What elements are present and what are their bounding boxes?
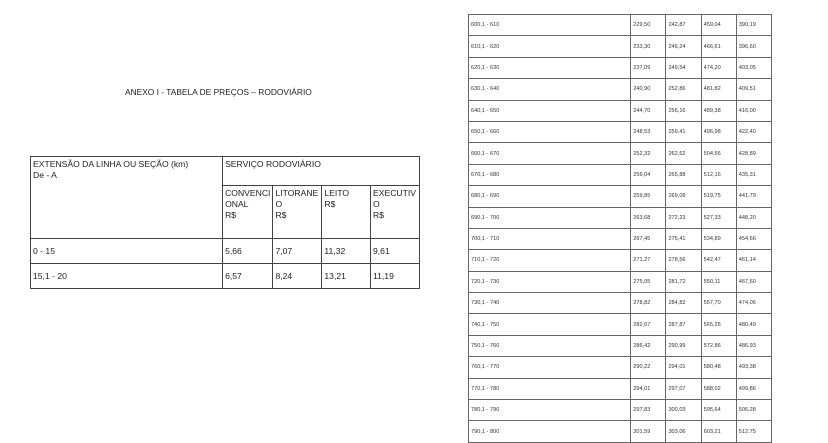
value-cell: 467,60 bbox=[736, 271, 771, 292]
value-cell: 481,82 bbox=[701, 79, 736, 100]
value-cell: 480,49 bbox=[736, 314, 771, 335]
range-cell: 790,1 - 800 bbox=[469, 421, 631, 442]
value-cell: 6,57 bbox=[223, 264, 273, 289]
value-cell: 9,61 bbox=[371, 239, 420, 264]
value-cell: 486,93 bbox=[736, 335, 771, 356]
value-cell: 557,70 bbox=[701, 293, 736, 314]
value-cell: 290,99 bbox=[666, 335, 701, 356]
table-row bbox=[469, 314, 772, 335]
value-cell: 13,21 bbox=[322, 264, 371, 289]
table-row bbox=[469, 100, 772, 121]
value-cell: 269,09 bbox=[666, 186, 701, 207]
value-cell: 580,48 bbox=[701, 357, 736, 378]
value-cell: 506,28 bbox=[736, 400, 771, 421]
value-cell: 294,01 bbox=[631, 378, 666, 399]
value-cell: 246,24 bbox=[666, 36, 701, 57]
value-cell: 550,11 bbox=[701, 271, 736, 292]
table-row bbox=[469, 421, 772, 442]
range-cell: 680,1 - 690 bbox=[469, 186, 631, 207]
value-cell: 294,01 bbox=[666, 357, 701, 378]
table-row bbox=[469, 143, 772, 164]
range-cell: 750,1 - 760 bbox=[469, 335, 631, 356]
value-cell: 259,41 bbox=[666, 121, 701, 142]
page-edge-faint-text bbox=[486, 400, 706, 406]
value-cell: 281,72 bbox=[666, 271, 701, 292]
value-cell: 233,30 bbox=[631, 36, 666, 57]
value-cell: 248,53 bbox=[631, 121, 666, 142]
value-cell: 435,31 bbox=[736, 164, 771, 185]
range-cell: 670,1 - 680 bbox=[469, 164, 631, 185]
value-cell: 242,87 bbox=[666, 15, 701, 36]
value-cell: 504,56 bbox=[701, 143, 736, 164]
value-cell: 303,06 bbox=[666, 421, 701, 442]
table-row bbox=[469, 335, 772, 356]
value-cell: 240,90 bbox=[631, 79, 666, 100]
value-cell: 290,22 bbox=[631, 357, 666, 378]
range-cell: 690,1 - 700 bbox=[469, 207, 631, 228]
value-cell: 272,23 bbox=[666, 207, 701, 228]
extension-column-header bbox=[31, 157, 223, 239]
table-row bbox=[469, 271, 772, 292]
subheader-litoraneo: LITORANE O R$ bbox=[273, 186, 322, 239]
value-cell: 396,60 bbox=[736, 36, 771, 57]
range-cell: 700,1 - 710 bbox=[469, 228, 631, 249]
value-cell: 474,20 bbox=[701, 57, 736, 78]
value-cell: 256,04 bbox=[631, 164, 666, 185]
value-cell: 461,14 bbox=[736, 250, 771, 271]
value-cell: 259,85 bbox=[631, 186, 666, 207]
value-cell: 422,40 bbox=[736, 121, 771, 142]
value-cell: 300,03 bbox=[666, 400, 701, 421]
value-cell: 267,45 bbox=[631, 228, 666, 249]
annex-title: ANEXO I - TABELA DE PREÇOS – RODOVIÁRIO bbox=[125, 87, 312, 97]
table-row bbox=[469, 57, 772, 78]
table-row bbox=[31, 239, 420, 264]
fare-table-header-section bbox=[30, 156, 420, 289]
value-cell: 565,25 bbox=[701, 314, 736, 335]
value-cell: 229,50 bbox=[631, 15, 666, 36]
range-cell: 770,1 - 780 bbox=[469, 378, 631, 399]
value-cell: 275,41 bbox=[666, 228, 701, 249]
value-cell: 7,07 bbox=[273, 239, 322, 264]
table-row bbox=[469, 378, 772, 399]
table-row bbox=[469, 186, 772, 207]
value-cell: 5,66 bbox=[223, 239, 273, 264]
value-cell: 512,75 bbox=[736, 421, 771, 442]
value-cell: 459,04 bbox=[701, 15, 736, 36]
value-cell: 252,32 bbox=[631, 143, 666, 164]
table-row bbox=[469, 228, 772, 249]
value-cell: 286,42 bbox=[631, 335, 666, 356]
value-cell: 265,88 bbox=[666, 164, 701, 185]
value-cell: 301,59 bbox=[631, 421, 666, 442]
value-cell: 441,79 bbox=[736, 186, 771, 207]
range-cell: 730,1 - 740 bbox=[469, 293, 631, 314]
range-cell: 660,1 - 670 bbox=[469, 143, 631, 164]
value-cell: 493,38 bbox=[736, 357, 771, 378]
value-cell: 249,54 bbox=[666, 57, 701, 78]
value-cell: 252,86 bbox=[666, 79, 701, 100]
value-cell: 428,89 bbox=[736, 143, 771, 164]
range-cell: 710,1 - 720 bbox=[469, 250, 631, 271]
extension-header-sub: De - A bbox=[33, 170, 57, 180]
range-cell: 760,1 - 770 bbox=[469, 357, 631, 378]
service-column-header: SERVIÇO RODOVIÁRIO bbox=[223, 157, 420, 186]
value-cell: 499,86 bbox=[736, 378, 771, 399]
table-row bbox=[469, 121, 772, 142]
table-row bbox=[469, 250, 772, 271]
value-cell: 271,27 bbox=[631, 250, 666, 271]
value-cell: 11,19 bbox=[371, 264, 420, 289]
value-cell: 534,89 bbox=[701, 228, 736, 249]
value-cell: 572,86 bbox=[701, 335, 736, 356]
range-cell: 620,1 - 630 bbox=[469, 57, 631, 78]
table-row bbox=[469, 164, 772, 185]
range-cell: 640,1 - 650 bbox=[469, 100, 631, 121]
value-cell: 282,67 bbox=[631, 314, 666, 335]
range-cell: 720,1 - 730 bbox=[469, 271, 631, 292]
value-cell: 284,82 bbox=[666, 293, 701, 314]
value-cell: 542,47 bbox=[701, 250, 736, 271]
value-cell: 512,16 bbox=[701, 164, 736, 185]
value-cell: 454,66 bbox=[736, 228, 771, 249]
value-cell: 244,70 bbox=[631, 100, 666, 121]
value-cell: 390,19 bbox=[736, 15, 771, 36]
value-cell: 287,87 bbox=[666, 314, 701, 335]
range-cell: 740,1 - 750 bbox=[469, 314, 631, 335]
value-cell: 448,20 bbox=[736, 207, 771, 228]
subheader-executivo: EXECUTIV O R$ bbox=[371, 186, 420, 239]
subheader-leito: LEITO R$ bbox=[322, 186, 371, 239]
range-cell: 630,1 - 640 bbox=[469, 79, 631, 100]
table-row bbox=[469, 207, 772, 228]
range-cell: 0 - 15 bbox=[31, 239, 223, 264]
table-row bbox=[469, 357, 772, 378]
table-row bbox=[469, 293, 772, 314]
table-row bbox=[31, 264, 420, 289]
range-cell: 610,1 - 620 bbox=[469, 36, 631, 57]
range-cell: 650,1 - 660 bbox=[469, 121, 631, 142]
value-cell: 588,02 bbox=[701, 378, 736, 399]
range-cell: 15,1 - 20 bbox=[31, 264, 223, 289]
table-row bbox=[469, 79, 772, 100]
value-cell: 297,07 bbox=[666, 378, 701, 399]
table-row bbox=[469, 36, 772, 57]
value-cell: 11,32 bbox=[322, 239, 371, 264]
value-cell: 256,16 bbox=[666, 100, 701, 121]
value-cell: 297,83 bbox=[631, 400, 666, 421]
subheader-convencional: CONVENCI ONAL R$ bbox=[223, 186, 273, 239]
value-cell: 466,61 bbox=[701, 36, 736, 57]
range-cell: 600,1 - 610 bbox=[469, 15, 631, 36]
value-cell: 603,21 bbox=[701, 421, 736, 442]
value-cell: 496,98 bbox=[701, 121, 736, 142]
value-cell: 237,09 bbox=[631, 57, 666, 78]
table-row bbox=[469, 15, 772, 36]
value-cell: 519,75 bbox=[701, 186, 736, 207]
range-cell: 780,1 - 790 bbox=[469, 400, 631, 421]
value-cell: 262,62 bbox=[666, 143, 701, 164]
value-cell: 275,05 bbox=[631, 271, 666, 292]
value-cell: 474,06 bbox=[736, 293, 771, 314]
value-cell: 403,05 bbox=[736, 57, 771, 78]
value-cell: 278,82 bbox=[631, 293, 666, 314]
value-cell: 278,56 bbox=[666, 250, 701, 271]
value-cell: 527,33 bbox=[701, 207, 736, 228]
value-cell: 416,00 bbox=[736, 100, 771, 121]
value-cell: 409,51 bbox=[736, 79, 771, 100]
value-cell: 489,38 bbox=[701, 100, 736, 121]
value-cell: 263,68 bbox=[631, 207, 666, 228]
fare-table-continuation bbox=[468, 14, 772, 443]
value-cell: 595,64 bbox=[701, 400, 736, 421]
value-cell: 8,24 bbox=[273, 264, 322, 289]
extension-header-label: EXTENSÃO DA LINHA OU SEÇÃO (km) bbox=[33, 159, 189, 169]
